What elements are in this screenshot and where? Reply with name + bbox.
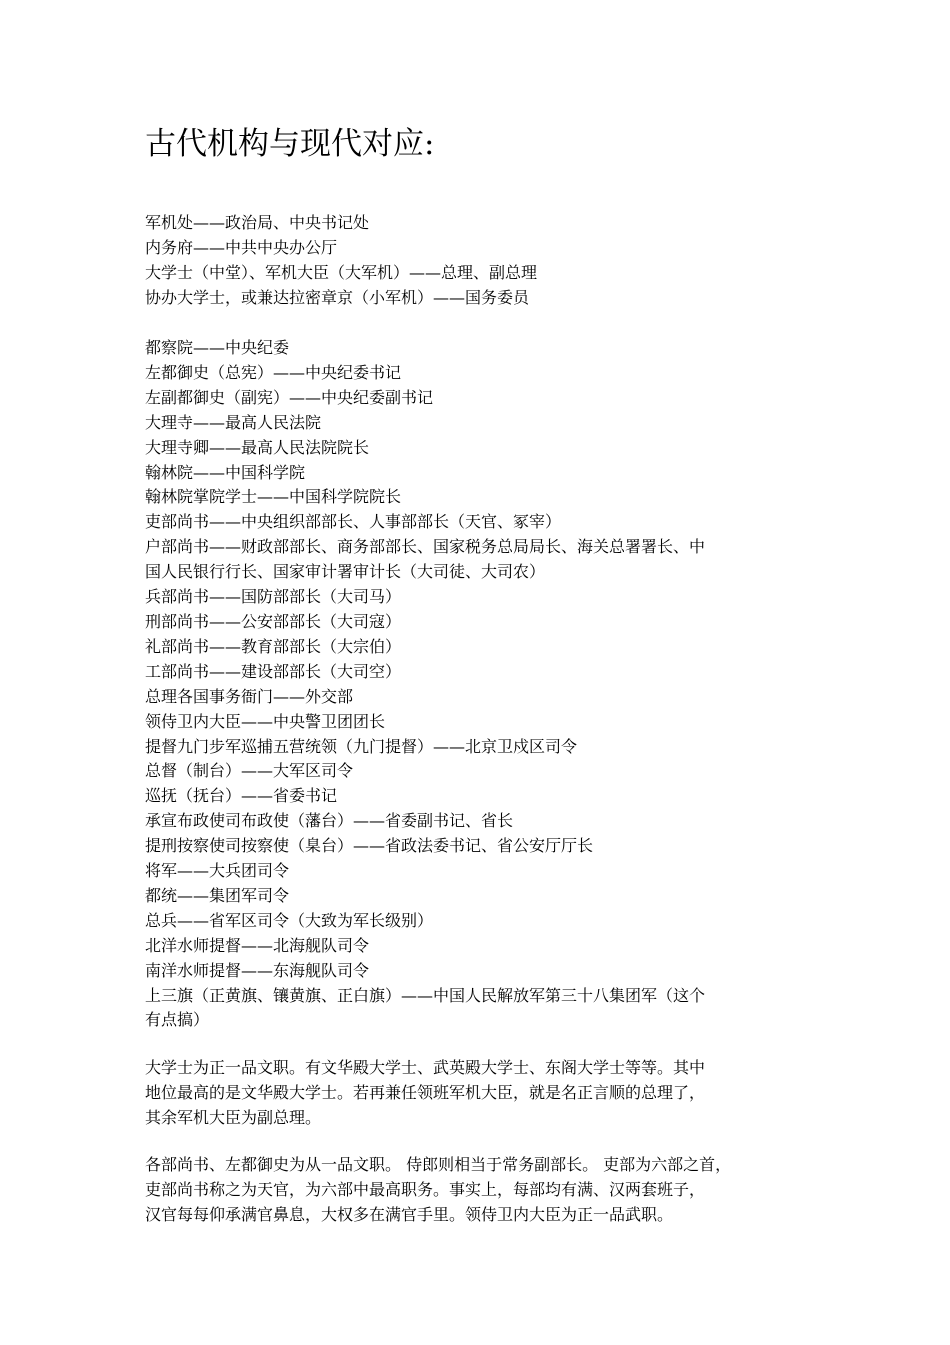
- mapping-list-core: [145, 211, 805, 311]
- list-item-continued: 国人民银行行长、国家审计署审计长（大司徒、大司农）: [145, 562, 546, 582]
- list-item: 巡抚（抚台）——省委书记: [145, 786, 338, 806]
- list-item: 承宣布政使司布政使（藩台）——省委副书记、省长: [145, 811, 514, 831]
- list-item: 都察院——中央纪委: [145, 338, 290, 357]
- list-item: 都统——集团军司令: [145, 885, 290, 905]
- list-item: 军机处——政治局、中央书记处: [145, 213, 370, 232]
- paragraph-grand-secretary: [145, 1056, 805, 1131]
- page-title: 古代机构与现代对应:: [145, 126, 435, 162]
- list-item: 左都御史（总宪）——中央纪委书记: [145, 362, 402, 382]
- list-item: 南洋水师提督——东海舰队司令: [145, 960, 370, 980]
- paragraph-line: 大学士为正一品文职。有文华殿大学士、武英殿大学士、东阁大学士等等。其中: [145, 1058, 706, 1077]
- list-item: 上三旗（正黄旗、镶黄旗、正白旗）——中国人民解放军第三十八集团军（这个: [145, 985, 706, 1005]
- list-item: 总兵——省军区司令（大致为军长级别）: [145, 910, 434, 930]
- list-item: 总理各国事务衙门——外交部: [145, 686, 354, 706]
- list-item: 左副都御史（副宪）——中央纪委副书记: [145, 387, 434, 407]
- list-item: 总督（制台）——大军区司令: [145, 761, 354, 781]
- list-item: 大理寺——最高人民法院: [145, 412, 322, 432]
- list-item: 提刑按察使司按察使（臬台）——省政法委书记、省公安厅厅长: [145, 836, 594, 856]
- paragraph-line: 地位最高的是文华殿大学士。若再兼任领班军机大臣，就是名正言顺的总理了，: [145, 1082, 706, 1102]
- paragraph-line: 各部尚书、左都御史为从一品文职。 侍郎则相当于常务副部长。 吏部为六部之首，: [145, 1155, 732, 1174]
- list-item: 内务府——中共中央办公厅: [145, 237, 338, 257]
- list-item: 协办大学士，或兼达拉密章京（小军机）——国务委员: [145, 287, 530, 307]
- list-item: 北洋水师提督——北海舰队司令: [145, 935, 370, 955]
- list-item: 翰林院——中国科学院: [145, 462, 306, 482]
- list-item: 提督九门步军巡捕五营统领（九门提督）——北京卫戍区司令: [145, 736, 578, 756]
- list-item: 吏部尚书——中央组织部部长、人事部部长（天官、冢宰）: [145, 512, 562, 532]
- list-item: 户部尚书——财政部部长、商务部部长、国家税务总局局长、海关总署署长、中: [145, 537, 706, 557]
- list-item: 大学士（中堂）、军机大臣（大军机）——总理、副总理: [145, 262, 538, 282]
- paragraph-line: 其余军机大臣为副总理。: [145, 1107, 322, 1127]
- list-item: 兵部尚书——国防部部长（大司马）: [145, 587, 402, 607]
- list-item: 礼部尚书——教育部部长（大宗伯）: [145, 636, 402, 656]
- paragraph-line: 吏部尚书称之为天官，为六部中最高职务。事实上，每部均有满、汉两套班子，: [145, 1179, 706, 1199]
- paragraph-ministers: [145, 1153, 805, 1228]
- list-item: 大理寺卿——最高人民法院院长: [145, 437, 370, 457]
- list-item: 刑部尚书——公安部部长（大司寇）: [145, 611, 402, 631]
- list-item: 翰林院掌院学士——中国科学院院长: [145, 487, 402, 507]
- list-item: 将军——大兵团司令: [145, 861, 290, 881]
- list-item-continued: 有点搞）: [145, 1010, 210, 1030]
- list-item: 领侍卫内大臣——中央警卫团团长: [145, 711, 386, 731]
- paragraph-line: 汉官每每仰承满官鼻息，大权多在满官手里。领侍卫内大臣为正一品武职。: [145, 1204, 674, 1224]
- list-item: 工部尚书——建设部部长（大司空）: [145, 661, 402, 681]
- mapping-list-offices: [145, 336, 805, 1033]
